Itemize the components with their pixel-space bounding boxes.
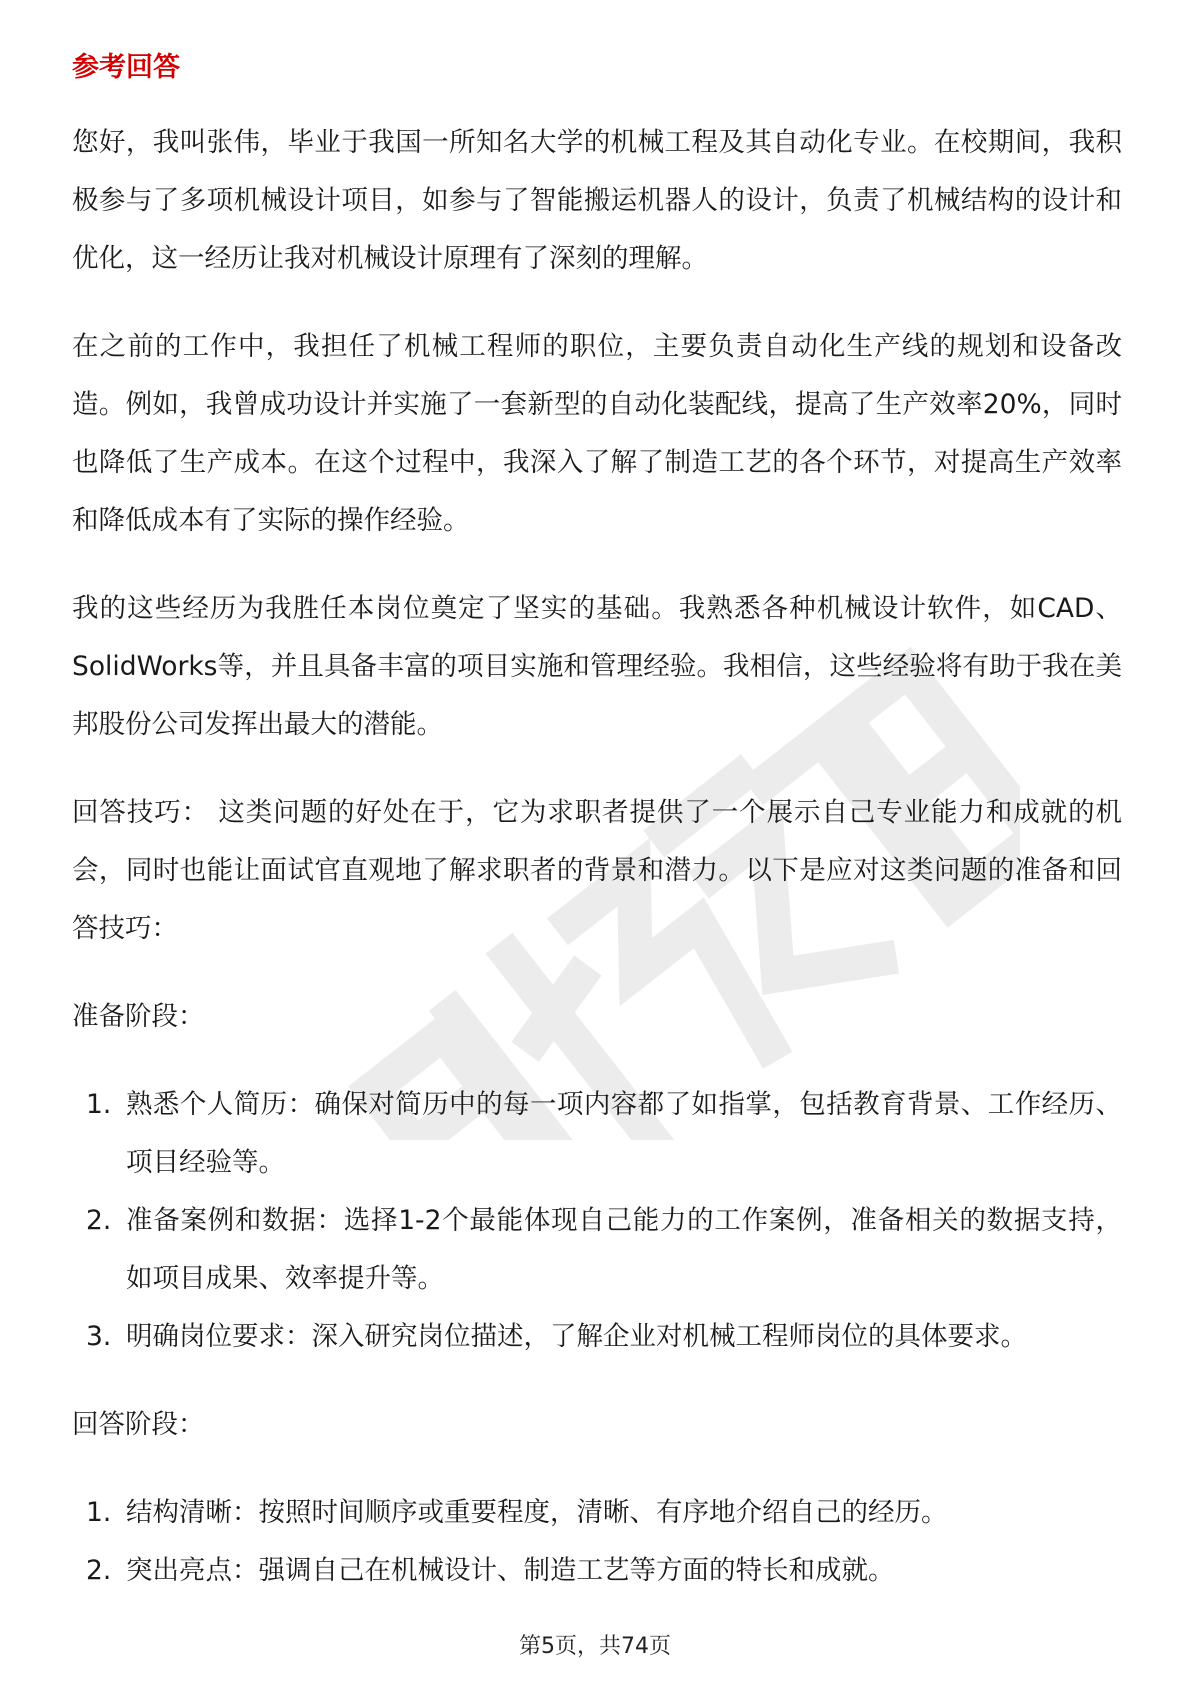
- page-number-footer: 第5页，共74页: [519, 1634, 671, 1659]
- prep-stage-heading: 准备阶段：: [72, 1001, 205, 1032]
- answer-tips-paragraph: 回答技巧： 这类问题的好处在于，它为求职者提供了一个展示自己专业能力和成就的机会，同时也能让面试官直观地了解求职者的背景和潜力。以下是应对这类问题的准备和回答技巧：: [72, 797, 1122, 944]
- list-item-text: 突出亮点：强调自己在机械设计、制造工艺等方面的特长和成就。: [126, 1555, 895, 1586]
- list-item-number: 3.: [86, 1321, 112, 1352]
- list-item-text: 熟悉个人简历：确保对简历中的每一项内容都了如指掌，包括教育背景、工作经历、项目经验等。: [126, 1089, 1122, 1178]
- prep-stage-list: [72, 1076, 1122, 1366]
- list-item-text: 明确岗位要求：深入研究岗位描述，了解企业对机械工程师岗位的具体要求。: [126, 1321, 1027, 1352]
- answer-stage-list: [72, 1484, 1122, 1600]
- list-item-number: 2.: [86, 1555, 112, 1586]
- list-item: [72, 1076, 1122, 1192]
- list-item-number: 2.: [86, 1205, 112, 1236]
- list-item-text: 准备案例和数据：选择1-2个最能体现自己能力的工作案例，准备相关的数据支持，如项目成果、效率提升等。: [126, 1205, 1122, 1294]
- list-item: [72, 1308, 1122, 1366]
- answer-stage-heading: 回答阶段：: [72, 1409, 205, 1440]
- list-item: [72, 1542, 1122, 1600]
- list-item-number: 1.: [86, 1089, 112, 1120]
- list-item: [72, 1484, 1122, 1542]
- list-item-text: 结构清晰：按照时间顺序或重要程度，清晰、有序地介绍自己的经历。: [126, 1497, 948, 1528]
- document-page: [72, 48, 1122, 1630]
- qualification-paragraph: 我的这些经历为我胜任本岗位奠定了坚实的基础。我熟悉各种机械设计软件，如CAD、SolidWorks等，并且具备丰富的项目实施和管理经验。我相信，这些经验将有助于我在美邦股份公司发挥出最大的潜能。: [72, 593, 1122, 740]
- intro-paragraph: 您好，我叫张伟，毕业于我国一所知名大学的机械工程及其自动化专业。在校期间，我积极参与了多项机械设计项目，如参与了智能搬运机器人的设计，负责了机械结构的设计和优化，这一经历让我对机械设计原理有了深刻的理解。: [72, 127, 1122, 274]
- list-item: [72, 1192, 1122, 1308]
- section-title: 参考回答: [72, 52, 180, 83]
- list-item-number: 1.: [86, 1497, 112, 1528]
- work-experience-paragraph: 在之前的工作中，我担任了机械工程师的职位，主要负责自动化生产线的规划和设备改造。例如，我曾成功设计并实施了一套新型的自动化装配线，提高了生产效率20%，同时也降低了生产成本。在这个过程中，我深入了解了制造工艺的各个环节，对提高生产效率和降低成本有了实际的操作经验。: [72, 331, 1122, 536]
